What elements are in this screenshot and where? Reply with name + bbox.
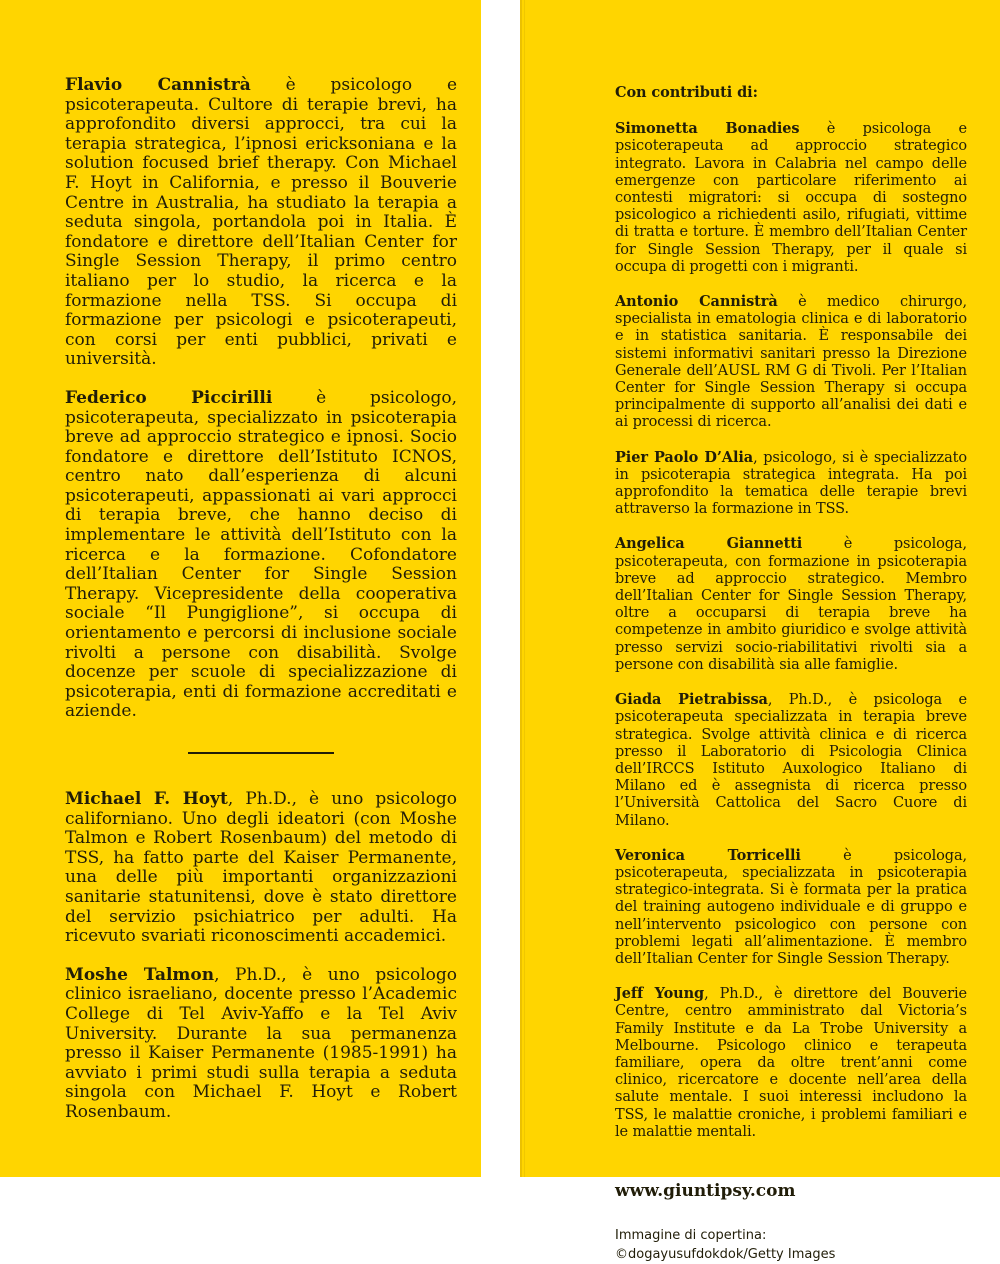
contributor-bio: è psicologa, psicoterapeuta, specializzata in psicoterapia strategico-integrata. Si è formata per la pratica del training autogeno individuale e di gruppo e nell’intervento psicologico con persone con problemi legati all’alimentazione. È membro dell’Italian Center for Single Session Therapy.	[615, 847, 967, 967]
contributor-bio: , psicologo, si è specializzato in psicoterapia strategica integrata. Ha poi approfondito la tematica delle terapie brevi attraverso la formazione in TSS.	[615, 449, 967, 518]
bio-paragraph	[65, 389, 457, 722]
contributor-paragraph	[615, 120, 967, 276]
contributor-paragraph	[615, 985, 967, 1141]
author-name: Federico Piccirilli	[65, 387, 273, 408]
contributor-name: Veronica Torricelli	[615, 846, 801, 864]
author-name: Flavio Cannistrà	[65, 75, 251, 95]
contributor-bio: , Ph.D., è direttore del Bouverie Centre, centro amministrato dal Victoria’s Family Institute e da La Trobe University a Melbourne. Psicologo clinico e terapeuta familiare, opera da oltre trent’anni come clinico, ricercatore e docente nell’area della salute mentale. I suoi interessi includono la TSS, le malattie croniche, i problemi familiari e le malattie mentali.	[615, 986, 967, 1140]
fold-crease	[520, 0, 529, 1177]
bio-text: è psicologo, psicoterapeuta, specializzato in psicoterapia breve ad approccio strategico e ipnosi. Socio fondatore e direttore dell’Istituto ICNOS, centro nato dall’esperienza di alcuni psicoterapeuti, appassionati ai vari approcci di terapia breve, che hanno deciso di implementare le attività dell’Istituto con la ricerca e la formazione. Cofondatore dell’Italian Center for Single Session Therapy. Vicepresidente della cooperativa sociale “Il Pungiglione”, si occupa di orientamento e percorsi di inclusione sociale rivolti a persone con disabilità. Svolge docenze per scuole di specializzazione di psicoterapia, enti di formazione accreditati e aziende.	[65, 387, 457, 722]
bio-text: , Ph.D., è uno psicologo clinico israeliano, docente presso l’Academic College di Tel Aviv-Yaffo e la Tel Aviv University. Durante la sua permanenza presso il Kaiser Permanente (1985-1991) ha avviato i primi studi sulla terapia a seduta singola con Michael F. Hoyt e Robert Rosenbaum.	[65, 964, 457, 1122]
contributor-name: Antonio Cannistrà	[615, 293, 778, 311]
bio-text: è psicologo e psicoterapeuta. Cultore di terapie brevi, ha approfondito diversi approcci, tra cui la terapia strategica, l’ipnosi ericksoniana e la solution focused brief therapy. Con Michael F. Hoyt in California, e presso il Bouverie Centre in Australia, ha studiato la terapia a seduta singola, portandola poi in Italia. È fondatore e direttore dell’Italian Center for Single Session Therapy, il primo centro italiano per lo studio, la ricerca e la formazione nella TSS. Si occupa di formazione per psicologi e psicoterapeuti, con corsi per enti pubblici, privati e università.	[65, 75, 457, 370]
author-bios	[65, 76, 457, 1142]
contributor-name: Pier Paolo D’Alia	[615, 448, 754, 466]
bio-paragraph	[65, 790, 457, 947]
right-jacket-flap	[520, 0, 1000, 1263]
contributor-bio: , Ph.D., è psicologa e psicoterapeuta specializzata in terapia breve strategica. Svolge attività clinica e di ricerca presso il Laboratorio di Psicologia Clinica dell’IRCCS Istituto Auxologico Italiano di Milano ed è assegnista di ricerca presso l’Università Cattolica del Sacro Cuore di Milano.	[615, 692, 967, 829]
contributor-name: Giada Pietrabissa	[615, 691, 768, 709]
bio-paragraph	[65, 966, 457, 1123]
section-divider	[188, 752, 334, 754]
contributor-paragraph	[615, 847, 967, 968]
contributor-paragraph	[615, 535, 967, 674]
contributors-heading: Con contributi di:	[615, 84, 758, 101]
author-name: Moshe Talmon	[65, 964, 215, 985]
contributor-bio: è psicologa, psicoterapeuta, con formazione in psicoterapia breve ad approccio strategico. Membro dell’Italian Center for Single Session Therapy, oltre a occuparsi di terapia breve ha competenze in ambito giuridico e svolge attività presso servizi socio-riabilitativi rivolti sia a persone con disabilità sia alle famiglie.	[615, 536, 967, 673]
contributor-name: Jeff Young	[615, 985, 705, 1003]
bio-paragraph	[65, 76, 457, 370]
contributor-name: Simonetta Bonadies	[615, 120, 800, 138]
contributor-paragraph	[615, 449, 967, 519]
flap-footer	[615, 1180, 967, 1264]
flap-gap	[481, 0, 520, 1177]
cover-credit-attribution: ©dogayusufdokdok/Getty Images	[615, 1247, 836, 1263]
contributor-bio: è medico chirurgo, specialista in ematologia clinica e di laboratorio e in statistica sanitaria. È responsabile dei sistemi informativi sanitari presso la Direzione Generale dell’AUSL RM G di Tivoli. Per l’Italian Center for Single Session Therapy si occupa principalmente di supporto all’analisi dei dati e ai processi di ricerca.	[615, 294, 967, 431]
contributor-paragraph	[615, 691, 967, 830]
bio-text: , Ph.D., è uno psicologo californiano. Uno degli ideatori (con Moshe Talmon e Robert Rosenbaum) del metodo di TSS, ha fatto parte del Kaiser Permanente, una delle più importanti organizzazioni sanitarie statunitensi, dove è stato direttore del servizio psichiatrico per adulti. Ha ricevuto svariati riconoscimenti accademici.	[65, 789, 457, 947]
left-jacket-flap	[0, 0, 481, 1177]
cover-credit-label: Immagine di copertina:	[615, 1228, 767, 1244]
publisher-website: www.giuntipsy.com	[615, 1180, 796, 1201]
contributor-name: Angelica Giannetti	[615, 535, 803, 553]
author-name: Michael F. Hoyt	[65, 789, 228, 809]
contributors-section	[615, 84, 967, 1264]
contributor-bio: è psicologa e psicoterapeuta ad approccio strategico integrato. Lavora in Calabria nel campo delle emergenze con particolare riferimento ai contesti migratori: si occupa di sostegno psicologico a richiedenti asilo, rifugiati, vittime di tratta e torture. È membro dell’Italian Center for Single Session Therapy, per il quale si occupa di progetti con i migranti.	[615, 121, 967, 275]
contributor-paragraph	[615, 293, 967, 432]
